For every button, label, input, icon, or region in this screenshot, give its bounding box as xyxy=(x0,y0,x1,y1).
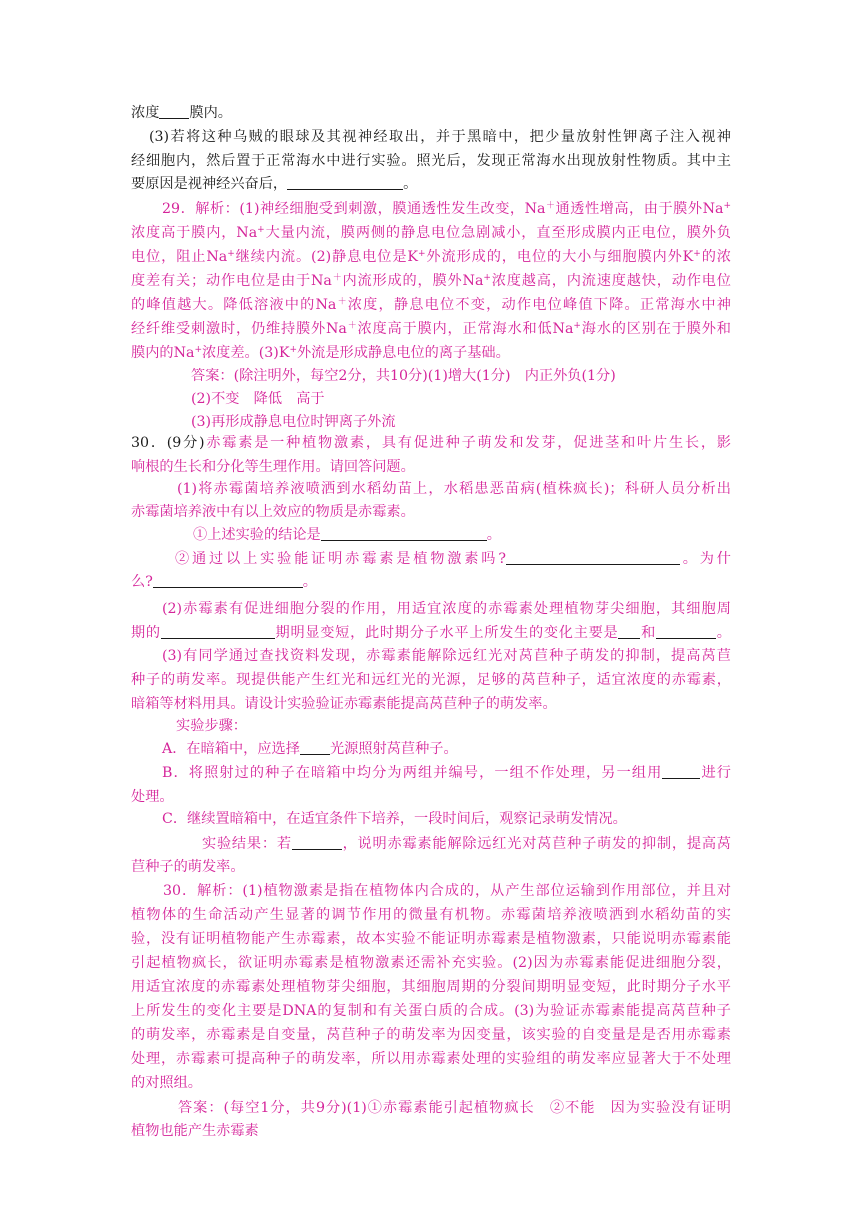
answer-blank xyxy=(618,624,640,639)
text-segment: 光源照射莴苣种子。 xyxy=(329,741,458,757)
text-segment: 浓度 xyxy=(131,105,160,121)
text-segment: 浓度差。(3)K xyxy=(201,345,290,361)
answer-blank xyxy=(506,550,680,565)
text-segment: C．继续置暗箱中，在适宜条件下培养，一段时间后，观察记录萌发情况。 xyxy=(162,811,627,827)
text-segment: (2)赤霉素有促进细胞分裂的作用，用适宜浓度的赤霉素处理植物芽尖细胞，其细胞周 xyxy=(162,601,731,617)
text-line xyxy=(131,222,731,244)
superscript: + xyxy=(418,249,426,259)
text-line xyxy=(162,808,731,830)
text-segment: (3)再形成静息电位时钾离子外流 xyxy=(191,414,396,430)
text-line xyxy=(131,501,731,523)
text-segment: 植物体的生命活动产生显著的调节作用的微量有机物。赤霉菌培养液喷洒到水稻幼苗的实 xyxy=(131,907,731,923)
text-line xyxy=(131,1048,731,1070)
superscript: ＋ xyxy=(545,201,556,211)
text-line xyxy=(176,715,731,737)
text-segment: (1)将赤霉菌培养液喷洒到水稻幼苗上，水稻患恶苗病(植株疯长)；科研人员分析出 xyxy=(177,481,731,497)
text-segment: 30．解析：(1)植物激素是指在植物体内合成的，从产生部位运输到作用部位，并且对 xyxy=(163,883,731,899)
text-segment: 种子的萌发率。现提供能产生红光和远红光的光源，足够的莴苣种子，适宜浓度的赤霉素， xyxy=(131,672,731,688)
text-segment: 膜内的Na xyxy=(131,345,195,361)
text-segment: 处理。 xyxy=(131,789,174,805)
text-line xyxy=(162,645,731,667)
text-line xyxy=(191,365,731,387)
text-line xyxy=(131,318,731,340)
text-segment: B．将照射过的种子在暗箱中均分为两组并编号，一组不作处理，另一组用 xyxy=(162,765,663,781)
text-segment: 赤霉菌培养液中有以上效应的物质是赤霉素。 xyxy=(131,504,415,520)
text-segment: 电位，阻止Na xyxy=(131,249,228,265)
text-segment: 大量内流，膜两侧的静息电位急剧减小，直至形成膜内正电位，膜外负 xyxy=(264,225,731,241)
text-line xyxy=(131,786,731,808)
text-segment: 通透性增高，由于膜外Na xyxy=(555,201,724,217)
text-segment: ①上述实验的结论是 xyxy=(193,527,321,543)
text-segment: 海水的区别在于膜外和 xyxy=(580,321,731,337)
text-line xyxy=(131,270,731,292)
text-segment: 验，没有证明植物能产生赤霉素，故本实验不能证明赤霉素是植物激素，只能说明赤霉素能 xyxy=(131,931,731,947)
text-segment: 引起植物疯长，欲证明赤霉素是植物激素还需补充实验。(2)因为赤霉素能促进细胞分裂， xyxy=(131,955,731,971)
text-line xyxy=(149,126,731,148)
text-line xyxy=(131,456,731,478)
superscript: + xyxy=(289,345,297,355)
text-line xyxy=(131,976,731,998)
text-line xyxy=(131,1024,731,1046)
text-segment: ，说明赤霉素能解除远红光对莴苣种子萌发的抑制，提高莴 xyxy=(341,836,731,852)
text-line xyxy=(131,693,731,715)
text-segment: 实验结果：若 xyxy=(202,836,292,852)
text-segment: 29．解析：(1)神经细胞受到刺激，膜通透性发生改变，Na xyxy=(162,201,546,217)
text-line xyxy=(131,246,731,268)
text-segment: 的对照组。 xyxy=(131,1075,202,1091)
text-line xyxy=(131,904,731,926)
text-segment: 响根的生长和分化等生理作用。请回答问题。 xyxy=(131,459,415,475)
superscript: + xyxy=(723,201,731,211)
text-line xyxy=(162,738,731,760)
answer-blank xyxy=(662,764,700,779)
text-segment: ②通过以上实验能证明赤霉素是植物激素吗? xyxy=(175,551,506,567)
text-segment: 浓度，静息电位不变，动作电位峰值下降。正常海水中神 xyxy=(347,297,731,313)
text-segment: 要原因是视神经兴奋后， xyxy=(131,176,288,192)
text-segment: 度差有关；动作电位是由于Na xyxy=(131,273,332,289)
superscript: + xyxy=(194,345,202,355)
text-segment: 进行 xyxy=(700,765,731,781)
text-line xyxy=(162,762,731,784)
text-segment: 的萌发率，赤霉素是自变量，莴苣种子的萌发率为因变量，该实验的自变量是是否用赤霉素 xyxy=(131,1027,731,1043)
text-segment: 30．(9分) xyxy=(131,435,205,451)
text-line xyxy=(178,1097,731,1119)
text-segment: 实验步骤： xyxy=(176,718,247,734)
text-line xyxy=(131,571,731,593)
text-line xyxy=(131,294,731,316)
answer-blank xyxy=(161,624,275,639)
answer-blank xyxy=(292,835,342,850)
text-segment: 。 xyxy=(716,625,731,641)
text-segment: 内流形成的，膜外Na xyxy=(342,273,484,289)
text-segment: (3)若将这种乌贼的眼球及其视神经取出，并于黑暗中，把少量放射性钾离子注入视神 xyxy=(149,129,731,145)
answer-blank xyxy=(287,175,403,190)
text-segment: 继续内流。(2)静息电位是K xyxy=(234,249,418,265)
superscript: + xyxy=(573,321,581,331)
text-line xyxy=(163,880,731,902)
text-segment: 赤霉素是一种植物激素，具有促进种子萌发和发芽，促进茎和叶片生长，影 xyxy=(204,435,731,451)
text-segment: 膜内。 xyxy=(189,105,232,121)
superscript: ＋ xyxy=(346,321,358,331)
text-segment: 答案：(除注明外，每空2分，共10分)(1)增大(1分) 内正外负(1分) xyxy=(191,368,616,384)
text-segment: 和 xyxy=(640,625,657,641)
text-line xyxy=(202,833,731,855)
text-segment: (3)有同学通过查找资料发现，赤霉素能解除远红光对莴苣种子萌发的抑制，提高莴苣 xyxy=(162,648,731,664)
text-segment: 。 xyxy=(403,176,418,192)
superscript: + xyxy=(257,225,265,235)
superscript: + xyxy=(483,273,491,283)
text-segment: 暗箱等材料用具。请设计实验验证赤霉素能提高莴苣种子的萌发率。 xyxy=(131,696,557,712)
text-segment: 外流形成的，电位的大小与细胞膜内外K xyxy=(425,249,694,265)
superscript: + xyxy=(693,249,701,259)
text-segment: 浓度高于膜内，Na xyxy=(131,225,258,241)
text-line xyxy=(162,198,731,220)
text-segment: 处理，赤霉素可提高种子的萌发率，所以用赤霉素处理的实验组的萌发率应显著大于不处理 xyxy=(131,1051,731,1067)
answer-blank xyxy=(153,573,303,588)
answer-blank xyxy=(159,104,189,119)
text-line xyxy=(191,411,731,433)
text-segment: 期的 xyxy=(131,625,161,641)
text-line xyxy=(131,1120,731,1142)
text-segment: A．在暗箱中，应选择 xyxy=(162,741,300,757)
text-line xyxy=(131,342,731,364)
answer-blank xyxy=(656,624,716,639)
superscript: + xyxy=(227,249,235,259)
text-segment: 期明显变短，此时期分子水平上所发生的变化主要是 xyxy=(274,625,619,641)
text-segment: 上所发生的变化主要是DNA的复制和有关蛋白质的合成。(3)为验证赤霉素能提高莴苣种子 xyxy=(131,1003,731,1019)
text-segment: 外流是形成静息电位的离子基础。 xyxy=(296,345,510,361)
text-segment: 。为什 xyxy=(679,551,731,567)
text-line xyxy=(175,548,731,570)
text-segment: 答案：(每空1分，共9分)(1)①赤霉素能引起植物疯长 ②不能 因为实验没有证明 xyxy=(178,1100,731,1116)
text-line xyxy=(131,622,731,644)
text-segment: 植物也能产生赤霉素 xyxy=(131,1123,259,1139)
answer-blank xyxy=(300,740,330,755)
text-segment: 浓度高于膜内，正常海水和低Na xyxy=(357,321,574,337)
text-line xyxy=(193,524,731,546)
text-line xyxy=(131,173,731,195)
text-line xyxy=(131,669,731,691)
text-line xyxy=(191,388,731,410)
text-line xyxy=(131,856,731,878)
text-line xyxy=(131,150,731,172)
text-segment: 用适宜浓度的赤霉素处理植物芽尖细胞，其细胞周期的分裂间期明显变短，此时期分子水平 xyxy=(131,979,731,995)
text-line xyxy=(131,1072,731,1094)
text-line xyxy=(131,1000,731,1022)
text-segment: 么? xyxy=(131,574,153,590)
text-line xyxy=(131,928,731,950)
text-segment: (2)不变 降低 高于 xyxy=(191,391,325,407)
text-segment: 的峰值越大。降低溶液中的Na xyxy=(131,297,337,313)
text-line xyxy=(131,102,731,124)
answer-blank xyxy=(321,526,487,541)
superscript: ＋ xyxy=(331,273,343,283)
text-segment: 的浓 xyxy=(700,249,731,265)
superscript: ＋ xyxy=(336,297,348,307)
text-line xyxy=(162,598,731,620)
text-segment: 经纤维受刺激时，仍维持膜外Na xyxy=(131,321,347,337)
text-line xyxy=(177,478,731,500)
text-line xyxy=(131,432,731,454)
text-segment: 经细胞内，然后置于正常海水中进行实验。照光后，发现正常海水出现放射性物质。其中主 xyxy=(131,153,731,169)
text-segment: 浓度越高，内流速度越快，动作电位 xyxy=(490,273,731,289)
text-segment: 。 xyxy=(302,574,317,590)
text-segment: 。 xyxy=(486,527,501,543)
text-segment: 苣种子的萌发率。 xyxy=(131,859,245,875)
text-line xyxy=(131,952,731,974)
